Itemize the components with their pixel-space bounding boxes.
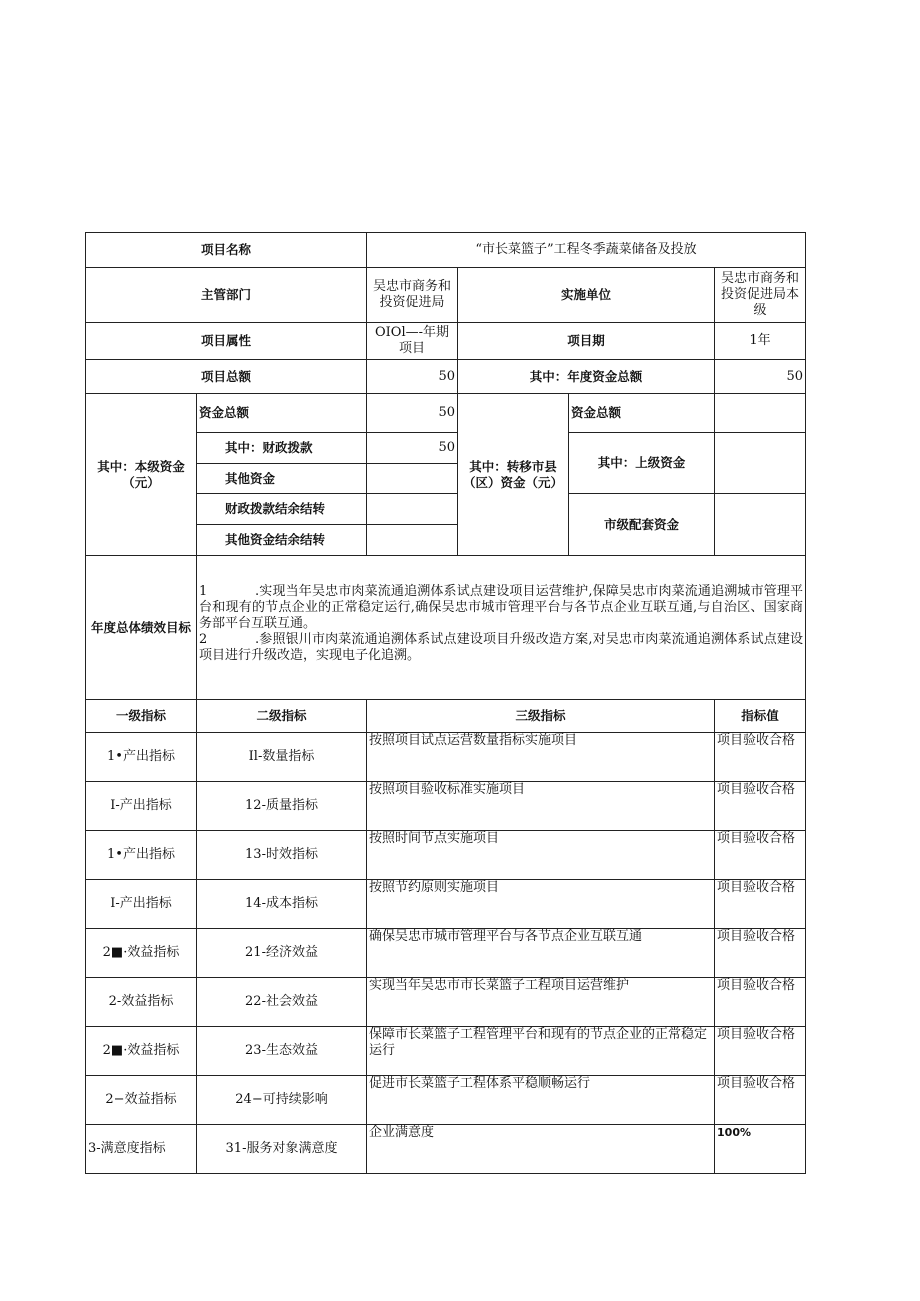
table-row [86, 831, 806, 880]
transfer-total-value [715, 394, 806, 433]
header-level2: 二级指标 [197, 700, 367, 733]
annual-label: 其中：年度资金总额 [458, 360, 715, 394]
annual-value: 50 [715, 360, 806, 394]
upper-funds-value [715, 433, 806, 494]
level2-cell: 22-社会效益 [197, 978, 367, 1027]
project-name-label: 项目名称 [86, 233, 367, 268]
value-cell: 项目验收合格 [715, 1076, 806, 1125]
period-value: 1年 [715, 323, 806, 360]
value-cell: 项目验收合格 [715, 929, 806, 978]
indicator-header-row [86, 700, 806, 733]
header-value: 指标值 [715, 700, 806, 733]
level2-cell: 24−可持续影响 [197, 1076, 367, 1125]
header-level1: 一级指标 [86, 700, 197, 733]
level1-cell: I-产出指标 [86, 880, 197, 929]
header-level3: 三级指标 [367, 700, 715, 733]
level3-cell: 保障市长菜篮子工程管理平台和现有的节点企业的正常稳定运行 [367, 1027, 715, 1076]
dept-value: 吴忠市商务和投资促进局 [367, 268, 458, 323]
goal-item: 2 .参照银川市肉菜流通追溯体系试点建设项目升级改造方案,对吴忠市肉菜流通追溯体系试点建设项目进行升级改造，实现电子化追溯。 [199, 632, 804, 663]
fiscal-value: 50 [367, 433, 458, 464]
other-funds-value [367, 464, 458, 494]
fiscal-carry-value [367, 494, 458, 525]
value-cell: 项目验收合格 [715, 978, 806, 1027]
funds-total-value: 50 [367, 394, 458, 433]
value-cell: 项目验收合格 [715, 831, 806, 880]
performance-table [85, 232, 806, 1174]
level3-cell: 企业满意度 [367, 1125, 715, 1174]
level2-cell: 14-成本指标 [197, 880, 367, 929]
level1-cell: 1•产出指标 [86, 831, 197, 880]
funds-row-1 [86, 394, 806, 433]
value-cell: 项目验收合格 [715, 733, 806, 782]
table-row [86, 880, 806, 929]
level2-cell: 31-服务对象满意度 [197, 1125, 367, 1174]
level1-cell: 2−效益指标 [86, 1076, 197, 1125]
value-cell: 100% [715, 1125, 806, 1174]
impl-value: 吴忠市商务和投资促进局本级 [715, 268, 806, 323]
attr-value: OIOl—-年期项目 [367, 323, 458, 360]
total-row [86, 360, 806, 394]
level3-cell: 确保吴忠市城市管理平台与各节点企业互联互通 [367, 929, 715, 978]
table-row [86, 733, 806, 782]
fiscal-label: 其中：财政拨款 [197, 433, 367, 464]
table-row [86, 782, 806, 831]
level3-cell: 促进市长菜篮子工程体系平稳顺畅运行 [367, 1076, 715, 1125]
level1-cell: 2■·效益指标 [86, 1027, 197, 1076]
local-funds-label: 其中：本级资金（元） [86, 394, 197, 556]
table-row [86, 1076, 806, 1125]
level2-cell: Il-数量指标 [197, 733, 367, 782]
period-label: 项目期 [458, 323, 715, 360]
other-carry-value [367, 525, 458, 556]
level3-cell: 按照时间节点实施项目 [367, 831, 715, 880]
table-row [86, 978, 806, 1027]
project-name-value: “市长菜篮子”工程冬季蔬菜储备及投放 [367, 233, 806, 268]
city-match-value [715, 494, 806, 556]
value-cell: 项目验收合格 [715, 880, 806, 929]
fiscal-carry-label: 财政拨款结余结转 [197, 494, 367, 525]
project-name-row [86, 233, 806, 268]
level3-cell: 按照节约原则实施项目 [367, 880, 715, 929]
level2-cell: 21-经济效益 [197, 929, 367, 978]
level3-cell: 按照项目试点运营数量指标实施项目 [367, 733, 715, 782]
level3-cell: 按照项目验收标准实施项目 [367, 782, 715, 831]
department-row [86, 268, 806, 323]
level1-cell: 2■·效益指标 [86, 929, 197, 978]
level2-cell: 13-时效指标 [197, 831, 367, 880]
other-carry-label: 其他资金结余结转 [197, 525, 367, 556]
goals-label: 年度总体绩效目标 [86, 556, 197, 700]
table-row [86, 1027, 806, 1076]
goal-item: 1 .实现当年吴忠市肉菜流通追溯体系试点建设项目运营维护,保障吴忠市肉菜流通追溯城市管理平台和现有的节点企业的正常稳定运行,确保吴忠市城市管理平台与各节点企业互联互通,与自治区、国家商务部平台互联互通。 [199, 584, 804, 631]
attr-label: 项目属性 [86, 323, 367, 360]
table-row [86, 929, 806, 978]
transfer-funds-label: 其中：转移市县（区）资金（元） [458, 394, 569, 556]
city-match-label: 市级配套资金 [569, 494, 715, 556]
other-funds-label: 其他资金 [197, 464, 367, 494]
funds-total-label: 资金总额 [197, 394, 367, 433]
level2-cell: 12-质量指标 [197, 782, 367, 831]
level3-cell: 实现当年吴忠市市长菜篮子工程项目运营维护 [367, 978, 715, 1027]
upper-funds-label: 其中：上级资金 [569, 433, 715, 494]
level1-cell: 2-效益指标 [86, 978, 197, 1027]
goals-row [86, 556, 806, 700]
level1-cell: I-产出指标 [86, 782, 197, 831]
attribute-row [86, 323, 806, 360]
transfer-total-label: 资金总额 [569, 394, 715, 433]
level1-cell: 1•产出指标 [86, 733, 197, 782]
dept-label: 主管部门 [86, 268, 367, 323]
level1-cell: 3-满意度指标 [86, 1125, 197, 1174]
level2-cell: 23-生态效益 [197, 1027, 367, 1076]
total-value: 50 [367, 360, 458, 394]
table-row [86, 1125, 806, 1174]
total-label: 项目总额 [86, 360, 367, 394]
goals-content [197, 556, 806, 700]
value-cell: 项目验收合格 [715, 1027, 806, 1076]
value-cell: 项目验收合格 [715, 782, 806, 831]
impl-label: 实施单位 [458, 268, 715, 323]
